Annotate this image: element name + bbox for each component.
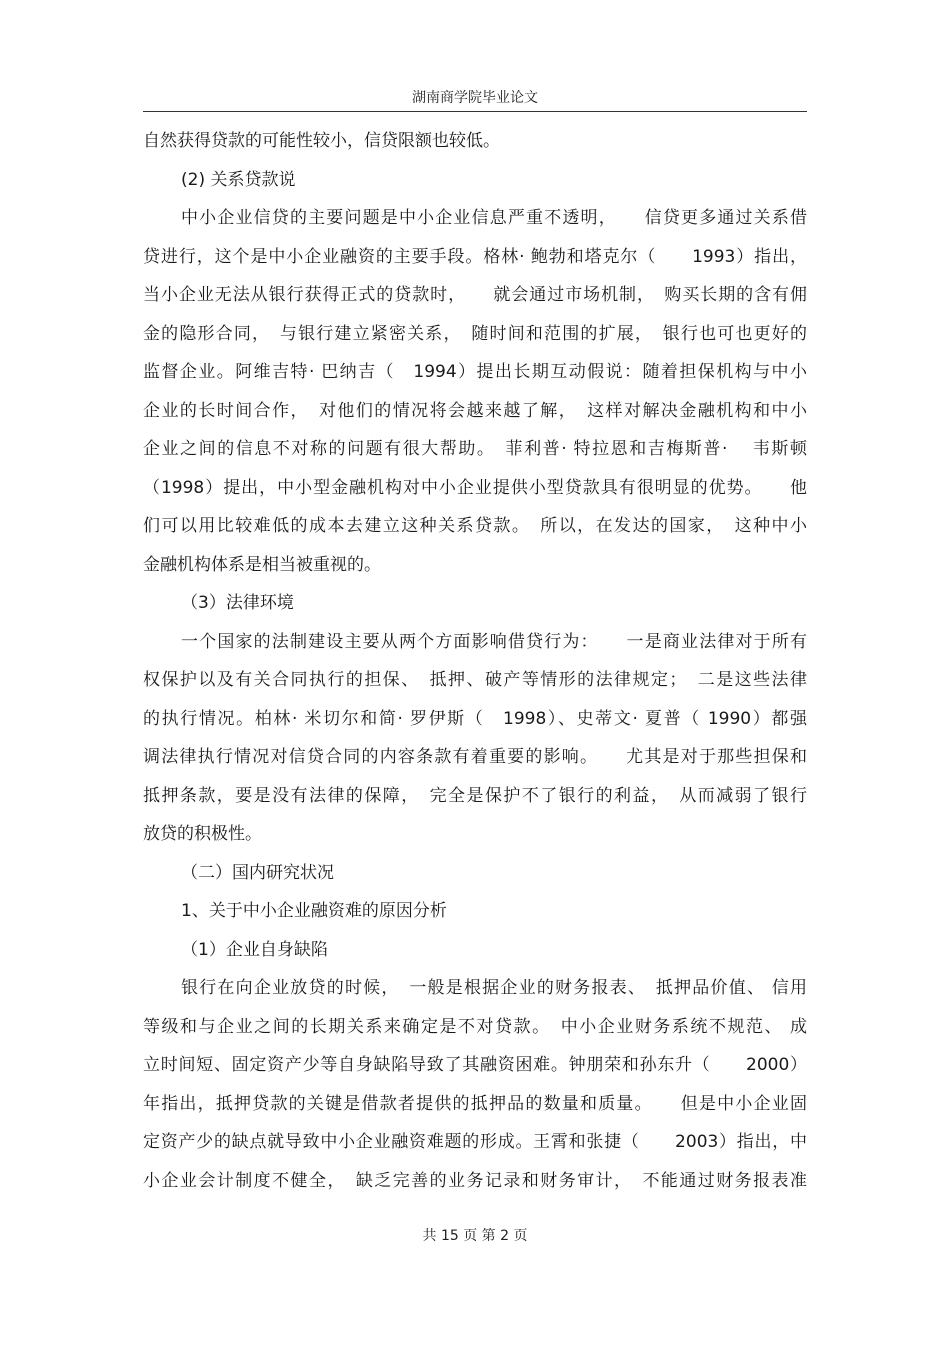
paragraph-line: 企业之间的信息不对称的问题有很大帮助。 菲利普· 特拉恩和吉梅斯普· 韦斯顿: [143, 439, 807, 459]
paragraph-line: 抵押条款，要是没有法律的保障， 完全是保护不了银行的利益， 从而减弱了银行: [143, 785, 807, 806]
paragraph-line: 企业的长时间合作， 对他们的情况将会越来越了解， 这样对解决金融机构和中小: [143, 400, 807, 421]
header-divider: [143, 111, 807, 112]
paragraph-line: 自然获得贷款的可能性较小，信贷限额也较低。: [143, 131, 500, 151]
section-heading: （1）企业自身缺陷: [181, 939, 328, 960]
page-footer: 共 15 页 第 2 页: [422, 1228, 528, 1244]
paragraph-line: 调法律执行情况对信贷合同的内容条款有着重要的影响。 尤其是对于那些担保和: [143, 747, 807, 767]
paragraph-line: （1998）提出，中小型金融机构对中小企业提供小型贷款具有很明显的优势。 他: [143, 477, 807, 498]
section-heading: 1、关于中小企业融资难的原因分析: [181, 901, 447, 921]
section-heading: (2) 关系贷款说: [181, 169, 296, 190]
paragraph-line: 小企业会计制度不健全， 缺乏完善的业务记录和财务审计， 不能通过财务报表准: [143, 1170, 807, 1191]
section-heading: （二）国内研究状况: [181, 862, 334, 883]
paragraph-line: 们可以用比较难低的成本去建立这种关系贷款。 所以，在发达的国家， 这种中小: [143, 516, 807, 536]
paragraph-line: 当小企业无法从银行获得正式的贷款时， 就会通过市场机制， 购买长期的含有佣: [143, 285, 807, 305]
paragraph-line: 年指出，抵押贷款的关键是借款者提供的抵押品的数量和质量。 但是中小企业固: [143, 1093, 807, 1114]
section-heading: （3）法律环境: [181, 593, 294, 613]
paragraph-line: 金的隐形合同， 与银行建立紧密关系， 随时间和范围的扩展， 银行也可也更好的: [143, 323, 807, 344]
body-text: [143, 122, 807, 1200]
paragraph-line: 监督企业。阿维吉特· 巴纳吉（ 1994）提出长期互动假说：随着担保机构与中小: [143, 362, 807, 382]
paragraph-line: 立时间短、固定资产少等自身缺陷导致了其融资困难。钟朋荣和孙东升（ 2000）: [143, 1055, 807, 1075]
paragraph-line: 权保护以及有关合同执行的担保、 抵押、破产等情形的法律规定； 二是这些法律: [143, 670, 807, 690]
paragraph-line: 贷进行，这个是中小企业融资的主要手段。格林· 鲍勃和塔克尔（ 1993）指出，: [143, 246, 807, 267]
paragraph-line: 中小企业信贷的主要问题是中小企业信息严重不透明， 信贷更多通过关系借: [181, 208, 807, 228]
paragraph-line: 放贷的积极性。: [143, 824, 262, 844]
paragraph-line: 银行在向企业放贷的时候， 一般是根据企业的财务报表、 抵押品价值、 信用: [181, 978, 807, 998]
running-header: 湖南商学院毕业论文: [412, 90, 538, 106]
paragraph-line: 金融机构体系是相当被重视的。: [143, 554, 381, 575]
paragraph-line: 等级和与企业之间的长期关系来确定是不对贷款。 中小企业财务系统不规范、 成: [143, 1016, 807, 1037]
paragraph-line: 一个国家的法制建设主要从两个方面影响借贷行为： 一是商业法律对于所有: [181, 631, 807, 652]
paragraph-line: 定资产少的缺点就导致中小企业融资难题的形成。王霄和张捷（ 2003）指出，中: [143, 1132, 807, 1152]
paragraph-line: 的执行情况。柏林· 米切尔和简· 罗伊斯（ 1998）、史蒂文· 夏普（ 1990）都强: [143, 708, 807, 729]
